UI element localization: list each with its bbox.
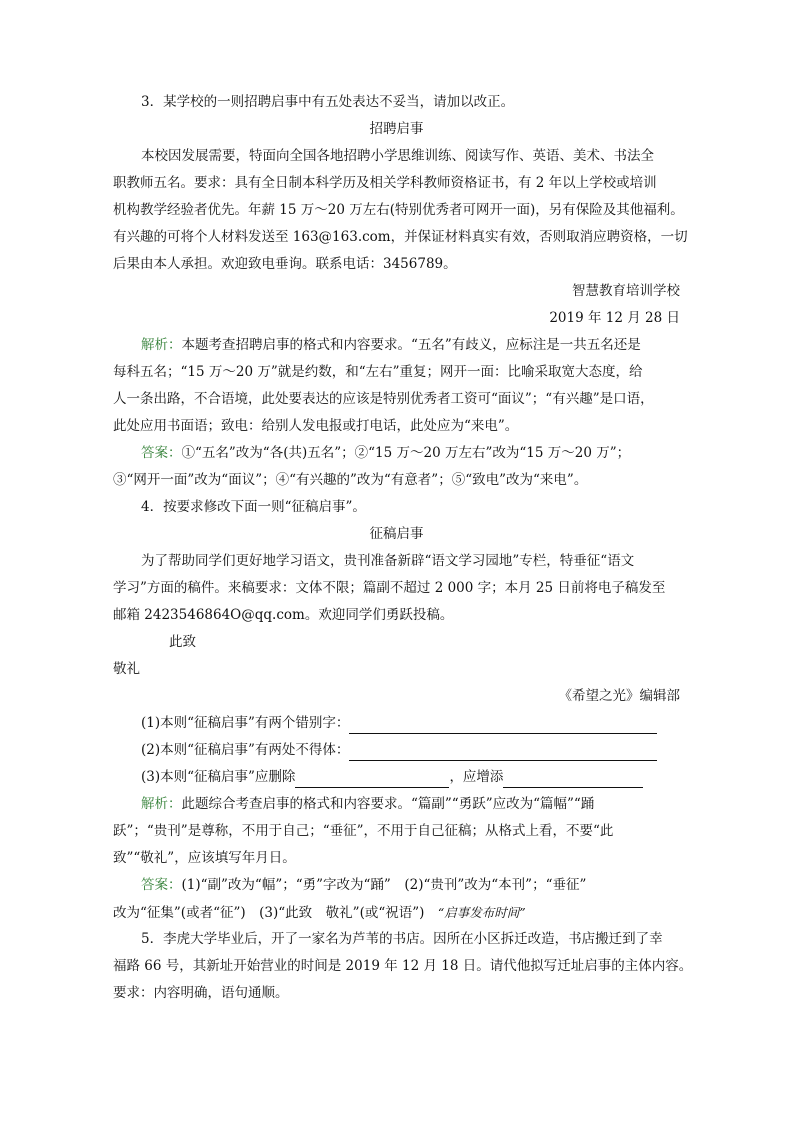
- sub3-text-b: ，应增添: [449, 769, 504, 785]
- q3-analysis: [113, 335, 680, 356]
- q4-analysis: [113, 794, 680, 815]
- q4-signature: 《希望之光》编辑部: [558, 688, 680, 704]
- q4-sub3: [113, 767, 680, 788]
- answer-blank-3a[interactable]: [295, 771, 449, 788]
- q3-title: 招聘启事: [369, 121, 424, 137]
- document-page: [113, 92, 693, 1010]
- q3-body-line: 机构教学经验者优先。年薪 15 万～20 万左右(特别优秀者可网开一面)，另有保险及其他福利。: [113, 202, 684, 218]
- answer-text-italic: “启事发布时间”: [437, 905, 526, 920]
- q3-analysis-line: 每科五名；“15 万～20 万”就是约数，和“左右”重复；网开一面：比喻采取宽大态度，给: [113, 364, 643, 380]
- analysis-label: 解析：: [141, 337, 182, 353]
- q3-body-line: 后果由本人承担。欢迎致电垂询。联系电话：3456789。: [113, 256, 457, 272]
- q3-body-line: 有兴趣的可将个人材料发送至 163@163.com，并保证材料真实有效，否则取消应聘资格，一切: [113, 229, 688, 245]
- q4-title: 征稿启事: [369, 526, 424, 542]
- q4-body-line: 学习”方面的稿件。来稿要求：文体不限；篇副不超过 2 000 字；本月 25 日前将电子稿发至: [113, 580, 666, 596]
- q4-answer: [113, 875, 680, 896]
- q4-analysis-line: 致”“敬礼”，应该填写年月日。: [113, 850, 296, 866]
- answer-blank-2[interactable]: [349, 744, 657, 761]
- q4-sub2: [113, 740, 680, 761]
- q3-answer-line: ③“网开一面”改为“面议”；④“有兴趣的”改为“有意者”；⑤“致电”改为“来电”。: [113, 472, 588, 488]
- q4-prompt: 4．按要求修改下面一则“征稿启事”。: [141, 499, 366, 515]
- q4-closing-ci-zhi: 此致: [169, 634, 196, 650]
- analysis-label: 解析：: [141, 796, 182, 812]
- sub3-text-a: (3)本则“征稿启事”应删除: [141, 769, 296, 785]
- answer-text: 改为“征集”(或者“征”) (3)“此致 敬礼”(或“祝语”): [113, 905, 438, 921]
- q5-line: 福路 66 号，其新址开始营业的时间是 2019 年 12 月 18 日。请代他拟写迁址启事的主体内容。: [113, 958, 693, 974]
- sub2-text: (2)本则“征稿启事”有两处不得体：: [141, 742, 350, 758]
- q3-body-line: 本校因发展需要，特面向全国各地招聘小学思维训练、阅读写作、英语、美术、书法全: [141, 148, 654, 164]
- sub1-text: (1)本则“征稿启事”有两个错别字：: [141, 715, 350, 731]
- answer-text: ①“五名”改为“各(共)五名”；②“15 万～20 万左右”改为“15 万～20 万”；: [181, 445, 631, 461]
- q4-body-line: 为了帮助同学们更好地学习语文，贵刊准备新辟“语文学习园地”专栏，特垂征“语文: [141, 553, 635, 569]
- answer-text: (1)“副”改为“幅”；“勇”字改为“踊” (2)“贵刊”改为“本刊”；“垂征”: [181, 877, 587, 893]
- q3-analysis-line: 此处应用书面语；致电：给别人发电报或打电话，此处应为“来电”。: [113, 418, 519, 434]
- q3-body-line: 职教师五名。要求：具有全日制本科学历及相关学科教师资格证书，有 2 年以上学校或培训: [113, 175, 657, 191]
- analysis-text: 本题考查招聘启事的格式和内容要求。“五名”有歧义，应标注是一共五名还是: [181, 337, 641, 353]
- answer-label: 答案：: [141, 877, 182, 893]
- q3-prompt: 3．某学校的一则招聘启事中有五处表达不妥当，请加以改正。: [141, 94, 515, 110]
- answer-label: 答案：: [141, 445, 182, 461]
- q3-analysis-line: 人一条出路，不合语境，此处要表达的应该是特别优秀者工资可“面议”；“有兴趣”是口语，: [113, 391, 654, 407]
- q4-closing-jing-li: 敬礼: [113, 661, 140, 677]
- q5-line: 5．李虎大学毕业后，开了一家名为芦苇的书店。因所在小区拆迁改造，书店搬迁到了幸: [141, 931, 663, 947]
- q5-line: 要求：内容明确，语句通顺。: [113, 985, 289, 1001]
- answer-blank-1[interactable]: [349, 717, 657, 734]
- answer-blank-3b[interactable]: [503, 771, 643, 788]
- q4-sub1: [113, 713, 680, 734]
- q3-answer: [113, 443, 680, 464]
- analysis-text: 此题综合考查启事的格式和内容要求。“篇副”“勇跃”应改为“篇幅”“踊: [181, 796, 595, 812]
- q3-signature: 智慧教育培训学校: [572, 283, 680, 299]
- q4-answer-line: [113, 902, 680, 923]
- q4-body-line: 邮箱 2423546864O@qq.com。欢迎同学们勇跃投稿。: [113, 607, 454, 623]
- q4-analysis-line: 跃”；“贵刊”是尊称，不用于自己；“垂征”，不用于自己征稿；从格式上看，不要“此: [113, 823, 614, 839]
- q3-date: 2019 年 12 月 28 日: [549, 310, 680, 326]
